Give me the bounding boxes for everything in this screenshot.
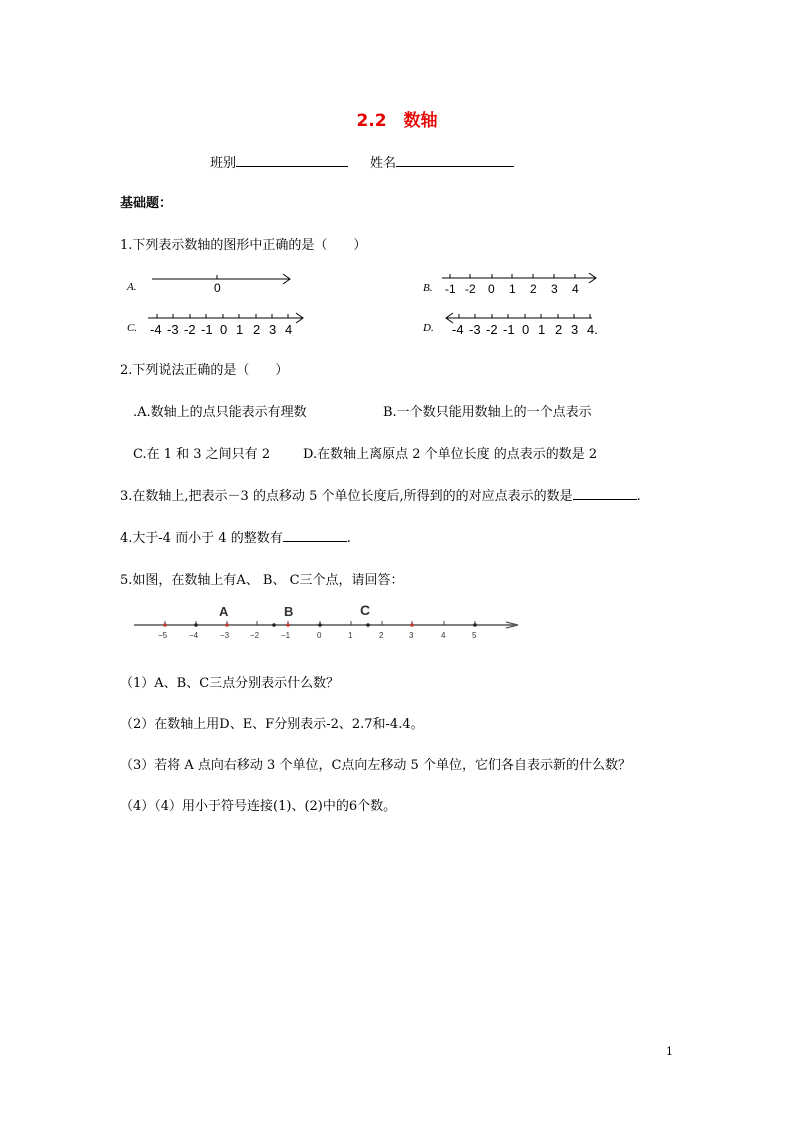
q1-d-tick: 3	[571, 322, 579, 337]
q1-c-tick: 2	[253, 322, 261, 337]
q5-sub3: （3）若将 A 点向右移动 3 个单位，C点向左移动 5 个单位，它们各自表示新的什么数？	[120, 758, 631, 773]
name-field	[370, 152, 514, 171]
q5-tick-label: 0	[317, 631, 322, 640]
q5-dot	[318, 623, 322, 627]
q3-text: 3.在数轴上,把表示－3 的点移动 5 个单位长度后,所得到的的对应点表示的数是	[120, 489, 573, 504]
q5-point-b-dot	[286, 623, 290, 627]
q5-dot	[272, 623, 276, 627]
q5-dot	[473, 623, 477, 627]
q1-c-tick: 1	[236, 322, 244, 337]
q1-option-b-numberline	[440, 268, 605, 296]
q1-option-b-label: B.	[423, 282, 433, 294]
q1-b-tick: 0	[488, 282, 495, 296]
q5-sub1: （1）A、B、C三点分别表示什么数？	[120, 676, 340, 691]
q5-sub2: （2）在数轴上用D、E、F分别表示-2、2.7和-4.4。	[120, 717, 424, 732]
q5-tick-label: 5	[472, 631, 477, 640]
q5-point-b-label: B	[284, 604, 294, 619]
class-blank	[236, 152, 348, 167]
q1-d-tick: -1	[503, 322, 515, 337]
q2-option-d: D.在数轴上离原点 2 个单位长度 的点表示的数是 2	[303, 447, 598, 462]
q5-point-a-dot	[225, 623, 229, 627]
section-label: 基础题：	[120, 196, 173, 211]
q1-option-d-label: D.	[423, 322, 434, 334]
q1-option-c-numberline	[146, 308, 310, 338]
q5-dot	[410, 623, 414, 627]
q5-tick-label: −4	[189, 631, 199, 640]
q1-a-tick: 0	[214, 281, 221, 295]
q1-option-a-numberline	[150, 270, 300, 296]
q1-c-tick: 3	[269, 322, 277, 337]
page-title: 2.2 数轴	[356, 111, 438, 131]
q1-b-tick: -1	[445, 282, 456, 296]
q4-text: 4.大于-4 而小于 4 的整数有	[120, 531, 283, 546]
name-label: 姓名	[370, 156, 397, 171]
q5-point-c-label: C	[360, 602, 371, 618]
q5-tick-label: −1	[281, 631, 291, 640]
q4-end: .	[346, 531, 351, 546]
q1-d-tick: 1	[538, 322, 546, 337]
class-field	[210, 152, 348, 171]
q1-b-tick: 2	[530, 282, 537, 296]
q5-tick-label: 2	[379, 631, 384, 640]
q1-c-tick: 0	[220, 322, 228, 337]
q5-stem: 5.如图，在数轴上有A、 B、 C三个点，请回答：	[120, 573, 404, 588]
q5-tick-label: −2	[250, 631, 260, 640]
q5-tick-label: −3	[220, 631, 230, 640]
q1-option-d-numberline	[442, 308, 604, 338]
q5-tick-label: 3	[409, 631, 414, 640]
q2-option-b: B.一个数只能用数轴上的一个点表示	[383, 405, 592, 420]
q1-b-tick: -2	[465, 282, 476, 296]
q1-b-tick: 4	[572, 282, 579, 296]
q5-tick-label: −5	[158, 631, 168, 640]
class-label: 班别	[210, 156, 237, 171]
q1-c-tick: -4	[150, 322, 162, 337]
q5-dot	[163, 623, 167, 627]
q1-c-tick: 4	[285, 322, 293, 337]
q3-end: .	[636, 489, 641, 504]
q1-c-tick: -2	[184, 322, 196, 337]
q1-d-tick: 0	[522, 322, 530, 337]
q1-option-c-label: C.	[127, 322, 138, 334]
q5-tick-label: 1	[348, 631, 353, 640]
q5-sub4: （4）（4）用小于符号连接(1)、(2)中的6个数。	[120, 799, 397, 814]
q2-option-c: C.在 1 和 3 之间只有 2	[133, 447, 271, 462]
q3-blank	[573, 485, 637, 500]
q1-c-tick: -1	[201, 322, 213, 337]
q3	[120, 485, 641, 504]
q1-b-tick: 1	[509, 282, 516, 296]
q1-b-tick: 3	[551, 282, 558, 296]
q5-point-a-label: A	[219, 604, 229, 619]
q1-d-tick: -3	[469, 322, 481, 337]
q1-d-tick: 4.	[587, 322, 598, 337]
q1-stem: 1.下列表示数轴的图形中正确的是（ ）	[120, 238, 367, 253]
q2-option-a: .A.数轴上的点只能表示有理数	[133, 405, 307, 420]
q1-d-tick: -4	[452, 322, 464, 337]
q1-c-tick: -3	[167, 322, 179, 337]
q4-blank	[283, 527, 347, 542]
q2-stem: 2.下列说法正确的是（ ）	[120, 363, 289, 378]
q5-dot	[194, 623, 198, 627]
q1-option-a-label: A.	[127, 281, 137, 293]
name-blank	[396, 152, 514, 167]
q4	[120, 527, 351, 546]
q5-point-c-dot	[366, 623, 370, 627]
q1-d-tick: -2	[486, 322, 498, 337]
q5-tick-label: 4	[441, 631, 446, 640]
page-number: 1	[666, 1045, 673, 1058]
q1-d-tick: 2	[555, 322, 563, 337]
q5-numberline	[130, 598, 526, 644]
